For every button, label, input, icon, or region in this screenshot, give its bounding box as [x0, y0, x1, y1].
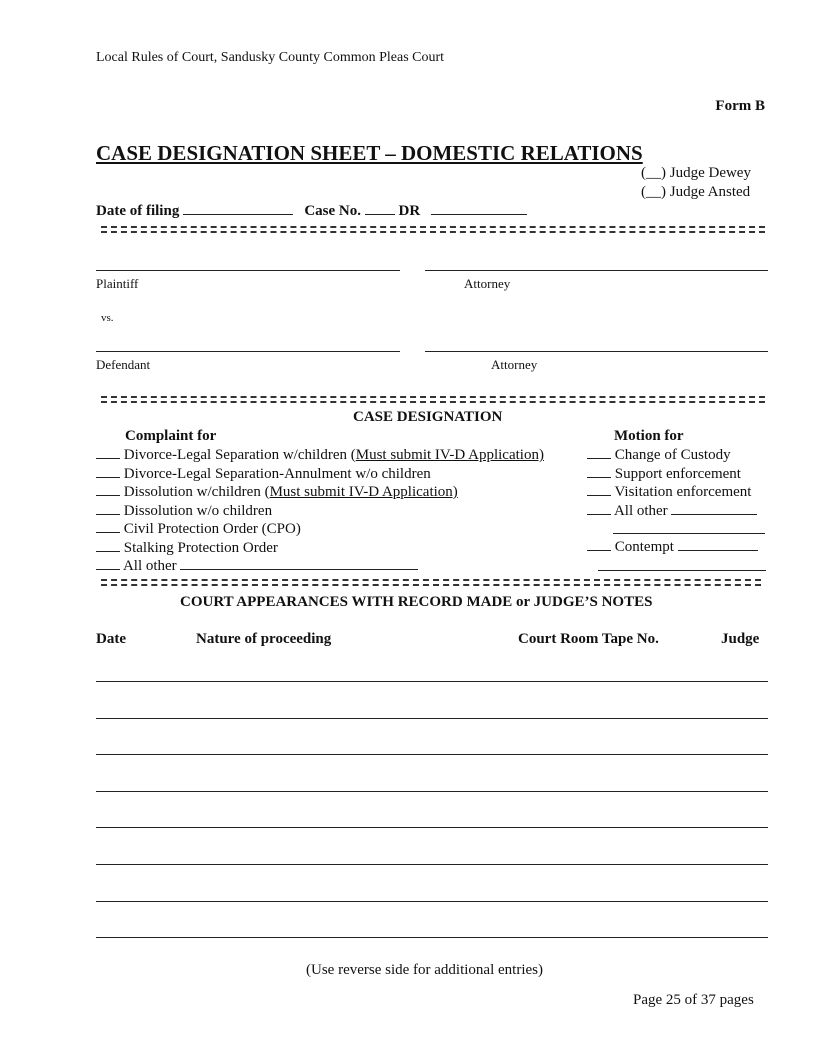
defendant-label: Defendant — [96, 357, 151, 372]
entry-line[interactable] — [96, 754, 768, 755]
plaintiff-attorney-label: Attorney — [464, 276, 511, 291]
case-designation-heading: CASE DESIGNATION — [353, 409, 503, 425]
case-no-field[interactable] — [365, 202, 395, 215]
complaint-option — [96, 539, 278, 557]
motion-other-field-continued[interactable] — [613, 533, 765, 534]
column-nature: Nature of proceeding — [196, 631, 332, 647]
checkbox-blank[interactable] — [587, 483, 611, 496]
entry-line[interactable] — [96, 681, 768, 682]
motion-option — [587, 465, 741, 483]
form-label: Form B — [715, 98, 765, 114]
defendant-field[interactable] — [96, 351, 400, 352]
complaint-option — [96, 446, 544, 464]
complaint-label: Divorce-Legal Separation-Annulment w/o children — [123, 465, 431, 482]
checkbox-blank[interactable] — [96, 520, 120, 533]
column-date: Date — [96, 631, 126, 647]
other-complaint-field[interactable] — [180, 557, 418, 570]
vs-label: vs. — [101, 312, 114, 324]
defendant-attorney-label: Attorney — [491, 357, 538, 372]
entry-line[interactable] — [96, 864, 768, 865]
complaint-option — [96, 465, 431, 483]
complaint-note: Must submit IV-D Application) — [355, 447, 544, 463]
checkbox-blank[interactable] — [587, 465, 611, 478]
motion-option — [587, 483, 751, 501]
dr-number-field[interactable] — [431, 202, 527, 215]
complaint-label: Stalking Protection Order — [123, 539, 278, 556]
appearances-heading: COURT APPEARANCES WITH RECORD MADE or JUDGE’S NOTES — [180, 594, 653, 610]
defendant-attorney-field[interactable] — [425, 351, 768, 352]
date-of-filing-field[interactable] — [183, 202, 293, 215]
entry-line[interactable] — [96, 901, 768, 902]
motion-label: Visitation enforcement — [614, 484, 752, 500]
page-header: Local Rules of Court, Sandusky County Common Pleas Court — [96, 50, 445, 65]
complaint-note: Must submit IV-D Application) — [269, 484, 458, 500]
checkbox-blank[interactable] — [587, 538, 611, 551]
judge-dewey-option[interactable]: (__) Judge Dewey — [641, 165, 751, 181]
case-no-label: Case No. — [304, 203, 361, 219]
entry-line[interactable] — [96, 937, 768, 938]
plaintiff-field[interactable] — [96, 270, 400, 271]
page-number: Page 25 of 37 pages — [633, 992, 754, 1008]
column-judge: Judge — [721, 631, 760, 647]
separator — [101, 396, 765, 403]
judge-ansted-option[interactable]: (__) Judge Ansted — [641, 184, 751, 200]
checkbox-blank[interactable] — [96, 465, 120, 478]
entry-line[interactable] — [96, 791, 768, 792]
complaint-option — [96, 483, 458, 501]
motion-other-field[interactable] — [671, 502, 757, 515]
column-tape-no: Court Room Tape No. — [518, 631, 659, 647]
complaint-label: Divorce-Legal Separation w/children ( — [123, 447, 356, 463]
motion-option — [587, 502, 757, 520]
filing-row — [96, 202, 527, 220]
complaint-label: All other — [122, 558, 177, 574]
separator — [101, 226, 765, 233]
checkbox-blank[interactable] — [96, 483, 120, 496]
plaintiff-label: Plaintiff — [96, 276, 139, 291]
checkbox-blank[interactable] — [96, 446, 120, 459]
complaint-label: Civil Protection Order (CPO) — [123, 521, 301, 537]
checkbox-blank[interactable] — [96, 557, 120, 570]
separator — [101, 579, 761, 586]
entry-line[interactable] — [96, 718, 768, 719]
complaint-option — [96, 520, 301, 538]
entry-line[interactable] — [96, 827, 768, 828]
checkbox-blank[interactable] — [587, 502, 611, 515]
complaint-label: Dissolution w/o children — [123, 502, 273, 519]
dr-label: DR — [398, 203, 421, 219]
complaint-heading: Complaint for — [125, 428, 217, 444]
motion-other-field[interactable] — [678, 538, 758, 551]
plaintiff-attorney-field[interactable] — [425, 270, 768, 271]
checkbox-blank[interactable] — [96, 539, 120, 552]
motion-label: Support enforcement — [614, 465, 741, 482]
page-title: CASE DESIGNATION SHEET – DOMESTIC RELATIONS — [96, 141, 643, 165]
motion-label: Contempt — [614, 539, 674, 555]
complaint-option — [96, 502, 272, 520]
checkbox-blank[interactable] — [587, 446, 611, 459]
motion-option — [587, 538, 758, 556]
motion-option — [587, 446, 731, 464]
complaint-option — [96, 557, 418, 575]
reverse-side-note: (Use reverse side for additional entries) — [306, 962, 543, 978]
motion-heading: Motion for — [614, 428, 684, 444]
date-of-filing-label: Date of filing — [96, 203, 180, 219]
complaint-label: Dissolution w/children ( — [123, 484, 270, 500]
contempt-field-continued[interactable] — [598, 570, 766, 571]
checkbox-blank[interactable] — [96, 502, 120, 515]
motion-label: All other — [613, 502, 668, 519]
motion-label: Change of Custody — [614, 447, 731, 463]
